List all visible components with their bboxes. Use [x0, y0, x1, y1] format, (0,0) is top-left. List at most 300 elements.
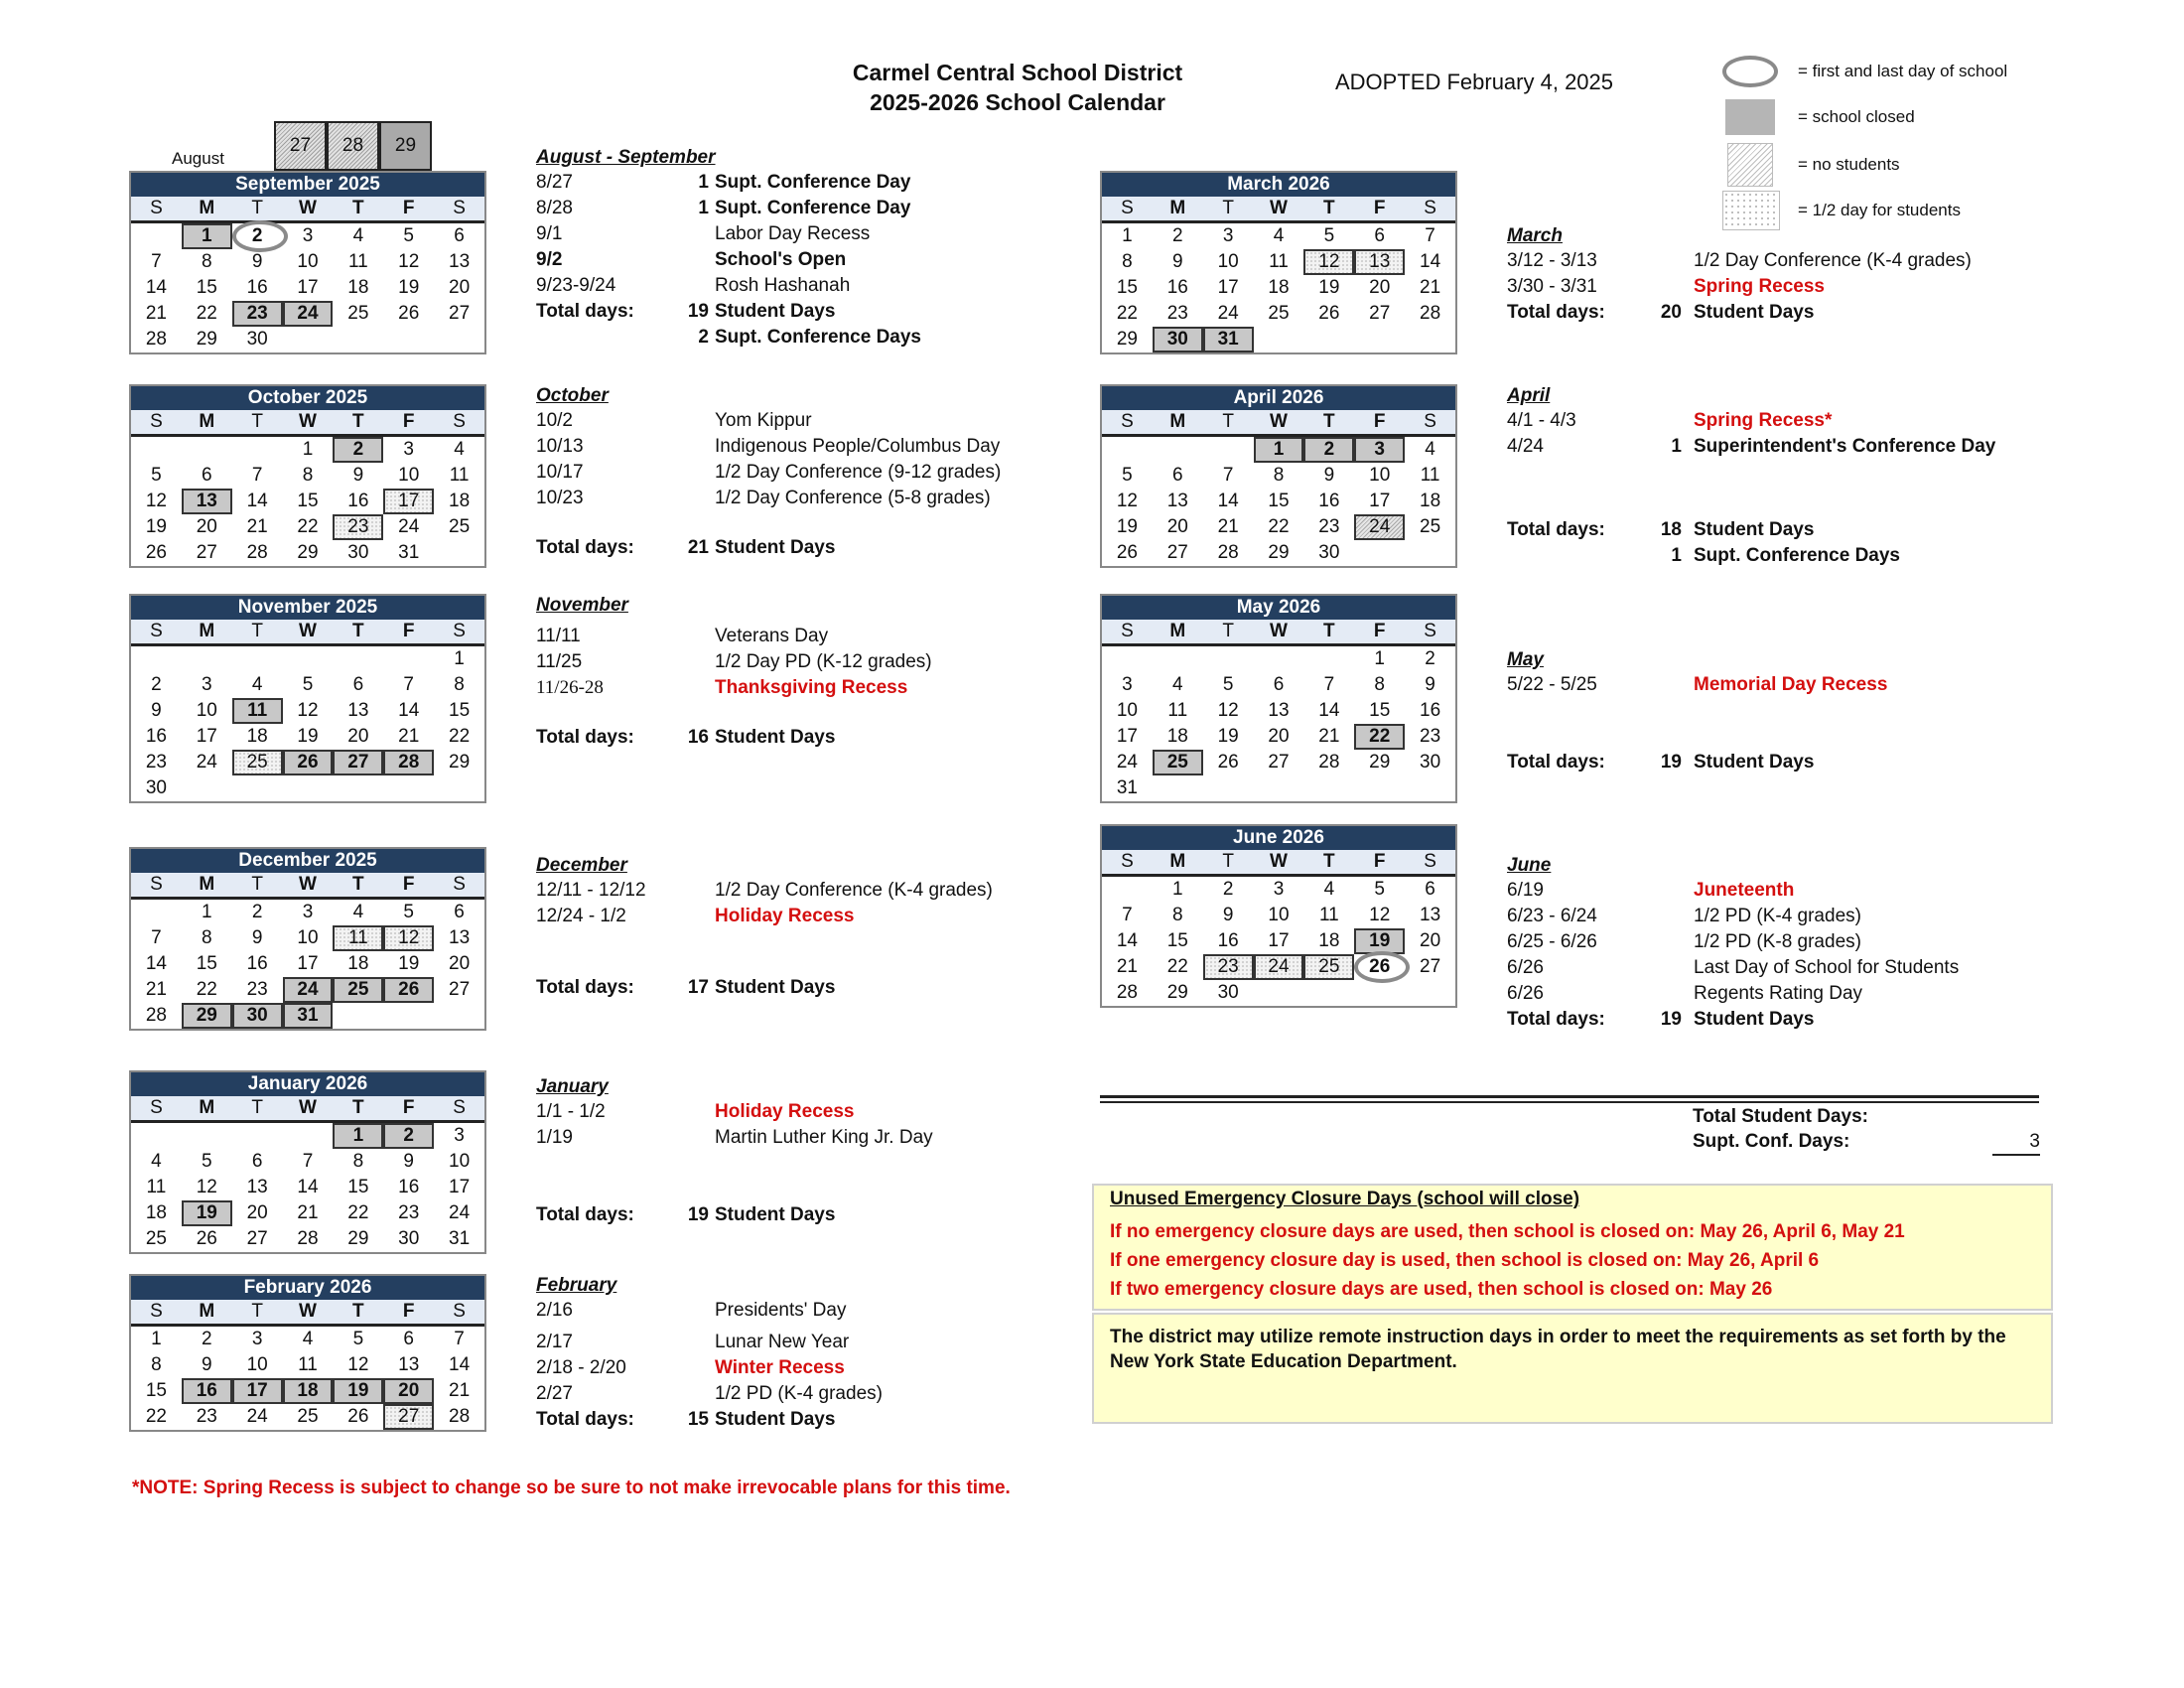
day-cell-half: 13 [1354, 249, 1405, 275]
event-description: Student Days [715, 1204, 836, 1225]
weekday-label: T [352, 411, 364, 432]
day-cell: 5 [403, 902, 414, 922]
event-row [536, 649, 932, 675]
day-grid [131, 900, 484, 1029]
day-cell: 22 [347, 1202, 369, 1223]
day-cell: 13 [347, 700, 369, 721]
year-totals [1693, 1104, 2040, 1154]
day-cell: 19 [1217, 726, 1239, 747]
day-cell: 11 [1318, 905, 1339, 925]
event-date: 3/12 - 3/13 [1507, 250, 1597, 271]
weekday-label: M [1169, 851, 1186, 872]
day-cell: 8 [1374, 674, 1385, 695]
day-cell: 27 [196, 542, 217, 563]
day-cell: 2 [1425, 648, 1435, 669]
event-date: 6/23 - 6/24 [1507, 906, 1597, 926]
day-cell: 6 [403, 1329, 414, 1349]
day-cell: 6 [1171, 465, 1183, 486]
events-heading: January [536, 1076, 609, 1097]
day-cell: 16 [1166, 277, 1188, 298]
event-description: Thanksgiving Recess [715, 677, 908, 698]
event-date: 1/1 - 1/2 [536, 1101, 606, 1122]
event-row [536, 170, 911, 196]
event-description: Supt. Conference Days [1694, 545, 1900, 566]
day-cell: 20 [1369, 277, 1391, 298]
day-cell: 10 [1116, 700, 1138, 721]
month-header: February 2026 [131, 1276, 484, 1300]
event-date: 10/17 [536, 462, 584, 483]
day-cell-half: 12 [1303, 249, 1354, 275]
day-cell: 9 [251, 251, 263, 272]
event-date: 4/24 [1507, 436, 1544, 457]
empty-cell [333, 646, 383, 672]
month-header: November 2025 [131, 596, 484, 620]
day-cell: 18 [145, 1202, 167, 1223]
day-cell: 27 [1268, 752, 1290, 773]
day-cell: 29 [1268, 542, 1290, 563]
event-description: 1/2 PD (K-4 grades) [1694, 906, 1861, 926]
event-description: Holiday Recess [715, 1101, 855, 1122]
day-cell: 22 [196, 979, 217, 1000]
day-cell: 27 [246, 1228, 268, 1249]
month-header: March 2026 [1102, 173, 1455, 197]
day-cell: 21 [398, 726, 420, 747]
day-cell: 22 [1166, 956, 1188, 977]
day-cell: 26 [1217, 752, 1239, 773]
event-row [536, 904, 855, 929]
day-cell: 11 [1420, 465, 1440, 486]
day-cell-half: 23 [333, 514, 383, 540]
day-cell: 23 [1318, 516, 1340, 537]
day-cell: 10 [1369, 465, 1391, 486]
gray-square-icon [1725, 99, 1775, 135]
event-description: Student Days [715, 537, 836, 558]
weekday-label: M [199, 874, 215, 895]
event-date: 8/27 [536, 172, 573, 193]
day-cell-closed: 3 [1354, 437, 1405, 463]
day-cell: 30 [1217, 982, 1239, 1003]
day-cell-closed: 1 [333, 1123, 383, 1149]
weekday-label: T [251, 411, 263, 432]
event-row [536, 1202, 836, 1228]
day-cell: 14 [1217, 491, 1239, 511]
event-row [1507, 248, 1972, 274]
day-cell: 27 [449, 979, 471, 1000]
day-cell: 16 [1318, 491, 1340, 511]
hatched-square-icon [1727, 143, 1773, 187]
day-grid [131, 437, 484, 566]
day-cell: 8 [1122, 251, 1133, 272]
weekday-label: M [199, 198, 215, 218]
weekday-label: S [1121, 411, 1134, 432]
day-cell: 24 [449, 1202, 471, 1223]
events-november [536, 594, 932, 751]
day-cell: 20 [246, 1202, 268, 1223]
event-description: Juneteenth [1694, 880, 1795, 901]
day-cell: 18 [1166, 726, 1188, 747]
day-cell: 19 [398, 277, 420, 298]
day-cell-half: 27 [383, 1404, 434, 1430]
day-cell: 23 [246, 979, 268, 1000]
day-cell: 21 [1116, 956, 1138, 977]
calendar-may-2026 [1100, 594, 1457, 803]
weekday-label: F [402, 1301, 415, 1322]
day-cell: 16 [246, 953, 268, 974]
weekday-header [131, 873, 484, 900]
day-cell: 19 [1116, 516, 1138, 537]
day-cell: 9 [251, 927, 263, 948]
weekday-label: F [402, 198, 415, 218]
weekday-label: T [1222, 411, 1234, 432]
events-heading: April [1507, 385, 1551, 406]
day-cell: 17 [1217, 277, 1239, 298]
weekday-label: W [299, 874, 317, 895]
day-cell: 7 [151, 251, 162, 272]
day-cell: 15 [449, 700, 471, 721]
day-cell: 3 [1273, 879, 1285, 900]
day-cell: 30 [145, 777, 167, 798]
calendar-december-2025 [129, 847, 486, 1031]
empty-cell [1203, 437, 1254, 463]
event-row [536, 1125, 933, 1151]
day-cell: 16 [145, 726, 167, 747]
day-cell: 3 [403, 439, 414, 460]
supt-conf-days-label: Supt. Conf. Days: [1693, 1131, 1850, 1152]
day-cell-closed: 1 [1254, 437, 1304, 463]
weekday-label: S [1121, 851, 1134, 872]
day-cell: 21 [246, 516, 268, 537]
day-cell: 15 [145, 1380, 167, 1401]
weekday-label: M [1169, 198, 1186, 218]
day-cell: 5 [1374, 879, 1385, 900]
day-cell-half: 17 [383, 489, 434, 514]
day-cell: 13 [449, 251, 471, 272]
events-heading: February [536, 1275, 617, 1296]
day-cell: 18 [246, 726, 268, 747]
day-cell: 23 [145, 752, 167, 773]
event-date: 8/28 [536, 198, 573, 218]
day-cell: 1 [1122, 225, 1133, 246]
day-cell: 23 [398, 1202, 420, 1223]
day-cell: 31 [398, 542, 420, 563]
weekday-label: S [150, 1097, 163, 1118]
events-january [536, 1075, 933, 1228]
empty-cell [1102, 877, 1153, 903]
empty-cell [131, 223, 182, 249]
event-description: Student Days [1694, 1009, 1815, 1030]
month-header: October 2025 [131, 386, 484, 410]
event-date: 6/26 [1507, 983, 1544, 1004]
event-row [536, 1099, 855, 1125]
event-count: 16 [687, 727, 709, 748]
event-row [1507, 955, 1960, 981]
empty-cell [232, 646, 283, 672]
events-june [1507, 854, 1960, 1033]
day-cell: 14 [449, 1354, 471, 1375]
day-cell: 18 [449, 491, 471, 511]
day-cell-half: 23 [1203, 954, 1254, 980]
weekday-label: T [1323, 198, 1335, 218]
event-row [536, 273, 851, 299]
day-cell: 9 [201, 1354, 212, 1375]
day-cell: 4 [1323, 879, 1335, 900]
day-cell: 17 [1369, 491, 1391, 511]
event-description: 1/2 PD (K-8 grades) [1694, 931, 1861, 952]
events-october [536, 384, 1002, 561]
event-row [536, 975, 836, 1001]
day-cell: 4 [1273, 225, 1285, 246]
day-cell: 7 [1425, 225, 1435, 246]
day-cell: 19 [145, 516, 167, 537]
event-row [536, 247, 847, 273]
event-date: Total days: [1507, 752, 1605, 773]
day-cell-closed: 26 [283, 750, 334, 775]
day-cell: 8 [1171, 905, 1183, 925]
day-grid [1102, 223, 1455, 352]
event-date: 6/25 - 6/26 [1507, 931, 1597, 952]
day-cell: 7 [1323, 674, 1335, 695]
event-date: Total days: [536, 1204, 634, 1225]
day-cell: 8 [151, 1354, 162, 1375]
event-count: 21 [687, 537, 709, 558]
empty-cell [1102, 437, 1153, 463]
weekday-header [1102, 850, 1455, 877]
event-date: 2/16 [536, 1300, 573, 1321]
event-count: 19 [687, 1204, 709, 1225]
day-cell: 18 [1268, 277, 1290, 298]
event-date: Total days: [1507, 302, 1605, 323]
day-cell: 30 [246, 329, 268, 350]
day-cell: 13 [449, 927, 471, 948]
event-date: Total days: [536, 727, 634, 748]
event-date: Total days: [536, 1409, 634, 1430]
event-description: Student Days [1694, 752, 1815, 773]
events-heading: March [1507, 225, 1563, 246]
calendar-february-2026 [129, 1274, 486, 1432]
day-cell: 14 [297, 1177, 319, 1197]
event-row [1507, 1007, 1815, 1033]
day-cell: 23 [196, 1406, 217, 1427]
event-description: Spring Recess* [1694, 410, 1833, 431]
weekday-label: S [453, 198, 466, 218]
day-cell: 6 [454, 902, 465, 922]
empty-cell [232, 437, 283, 463]
day-cell: 12 [347, 1354, 369, 1375]
day-cell-closed: 2 [333, 437, 383, 463]
event-description: 1/2 Day Conference (K-4 grades) [1694, 250, 1972, 271]
day-cell-closed: 29 [182, 1003, 232, 1029]
day-cell: 1 [1171, 879, 1183, 900]
day-cell: 9 [1222, 905, 1234, 925]
weekday-label: W [299, 198, 317, 218]
day-cell: 14 [1318, 700, 1340, 721]
event-date: 9/1 [536, 223, 563, 244]
day-cell: 28 [1217, 542, 1239, 563]
event-description: Lunar New Year [715, 1332, 850, 1352]
august-day-27: 27 [274, 121, 327, 171]
day-grid [131, 1327, 484, 1430]
event-row [536, 196, 911, 221]
day-cell: 20 [196, 516, 217, 537]
event-date: 6/26 [1507, 957, 1544, 978]
day-cell: 7 [454, 1329, 465, 1349]
legend-label: = school closed [1798, 107, 1915, 126]
event-date: 1/19 [536, 1127, 573, 1148]
day-cell: 8 [302, 465, 314, 486]
day-cell: 8 [352, 1151, 364, 1172]
day-cell: 8 [201, 927, 212, 948]
day-cell: 1 [201, 902, 212, 922]
day-cell: 25 [449, 516, 471, 537]
event-row [1507, 981, 1863, 1007]
day-cell: 6 [352, 674, 364, 695]
day-cell: 22 [297, 516, 319, 537]
weekday-label: T [352, 198, 364, 218]
weekday-label: M [1169, 411, 1186, 432]
weekday-label: T [1323, 411, 1335, 432]
day-cell: 9 [1323, 465, 1335, 486]
day-cell: 30 [1318, 542, 1340, 563]
weekday-label: S [150, 1301, 163, 1322]
day-cell: 17 [196, 726, 217, 747]
day-cell: 20 [449, 277, 471, 298]
weekday-label: W [299, 1301, 317, 1322]
day-cell: 25 [145, 1228, 167, 1249]
event-description: Martin Luther King Jr. Day [715, 1127, 933, 1148]
event-date: 5/22 - 5/25 [1507, 674, 1597, 695]
events-heading: August - September [536, 147, 716, 168]
event-date: 2/17 [536, 1332, 573, 1352]
day-cell: 21 [145, 303, 167, 324]
event-date: 10/2 [536, 410, 573, 431]
events-december [536, 854, 993, 1001]
day-cell: 28 [449, 1406, 471, 1427]
day-cell: 11 [298, 1354, 318, 1375]
weekday-label: F [402, 1097, 415, 1118]
empty-cell [1203, 646, 1254, 672]
weekday-label: S [1121, 621, 1134, 641]
event-description: Spring Recess [1694, 276, 1825, 297]
day-cell: 6 [1374, 225, 1385, 246]
empty-cell [131, 1123, 182, 1149]
weekday-label: S [1121, 198, 1134, 218]
event-row [536, 725, 836, 751]
day-cell: 8 [1273, 465, 1285, 486]
event-date: 4/1 - 4/3 [1507, 410, 1576, 431]
day-cell-half: 24 [1254, 954, 1304, 980]
event-description: Winter Recess [715, 1357, 845, 1378]
day-cell: 12 [196, 1177, 217, 1197]
day-cell: 7 [1222, 465, 1234, 486]
day-cell: 26 [1318, 303, 1340, 324]
weekday-label: S [150, 621, 163, 641]
empty-cell [1153, 646, 1203, 672]
day-cell: 29 [449, 752, 471, 773]
day-cell-closed: 27 [333, 750, 383, 775]
day-cell: 10 [398, 465, 420, 486]
event-description: Supt. Conference Days [715, 327, 921, 348]
day-cell: 14 [1420, 251, 1441, 272]
day-cell: 6 [201, 465, 212, 486]
empty-cell [131, 646, 182, 672]
weekday-label: T [1222, 621, 1234, 641]
day-cell-half: 12 [383, 925, 434, 951]
day-cell: 29 [196, 329, 217, 350]
day-cell-half: 11 [333, 925, 383, 951]
calendar-september-2025 [129, 171, 486, 354]
day-cell: 26 [398, 303, 420, 324]
event-row [536, 1381, 883, 1407]
event-row [1507, 434, 1996, 460]
empty-cell [283, 1123, 334, 1149]
day-cell: 4 [1425, 439, 1435, 460]
event-date: 9/2 [536, 249, 563, 270]
month-header: April 2026 [1102, 386, 1455, 410]
day-cell: 1 [1374, 648, 1385, 669]
day-cell: 26 [196, 1228, 217, 1249]
event-description: Labor Day Recess [715, 223, 871, 244]
day-cell: 17 [297, 953, 319, 974]
day-cell: 17 [449, 1177, 471, 1197]
event-description: Regents Rating Day [1694, 983, 1863, 1004]
day-cell-closed: 24 [283, 301, 334, 327]
day-cell: 30 [398, 1228, 420, 1249]
weekday-label: S [1424, 851, 1436, 872]
day-cell: 1 [454, 648, 465, 669]
day-cell: 14 [1116, 930, 1138, 951]
event-description: Supt. Conference Day [715, 198, 911, 218]
event-description: Indigenous People/Columbus Day [715, 436, 1001, 457]
empty-cell [1153, 437, 1203, 463]
day-grid [131, 223, 484, 352]
event-row [536, 325, 921, 351]
weekday-label: T [1323, 621, 1335, 641]
day-cell: 21 [449, 1380, 471, 1401]
day-cell: 10 [449, 1151, 471, 1172]
day-cell: 17 [1116, 726, 1138, 747]
event-date: 10/23 [536, 488, 584, 508]
day-cell: 20 [1420, 930, 1441, 951]
day-cell-half: 25 [232, 750, 283, 775]
day-cell: 30 [347, 542, 369, 563]
day-cell-closed: 24 [283, 977, 334, 1003]
oval-icon [1722, 56, 1778, 87]
day-cell-closed: 31 [283, 1003, 334, 1029]
calendar-title: 2025-2026 School Calendar [870, 89, 1165, 115]
day-cell-closed: 17 [232, 1378, 283, 1404]
day-cell: 15 [196, 953, 217, 974]
day-cell: 1 [151, 1329, 162, 1349]
event-row [536, 221, 871, 247]
day-cell: 28 [297, 1228, 319, 1249]
day-cell: 22 [196, 303, 217, 324]
event-date: 11/26-28 [536, 677, 604, 698]
day-cell-first: 2 [232, 223, 283, 249]
event-count: 2 [698, 327, 709, 348]
event-count: 17 [687, 977, 709, 998]
event-description: Presidents' Day [715, 1300, 847, 1321]
day-cell: 4 [454, 439, 465, 460]
event-description: Rosh Hashanah [715, 275, 851, 296]
event-date: 11/11 [536, 626, 581, 646]
day-cell: 25 [1420, 516, 1441, 537]
weekday-label: M [199, 1097, 215, 1118]
weekday-label: T [1323, 851, 1335, 872]
day-cell: 6 [1425, 879, 1435, 900]
day-cell: 4 [352, 902, 364, 922]
event-row [536, 675, 908, 701]
day-cell: 3 [302, 225, 314, 246]
